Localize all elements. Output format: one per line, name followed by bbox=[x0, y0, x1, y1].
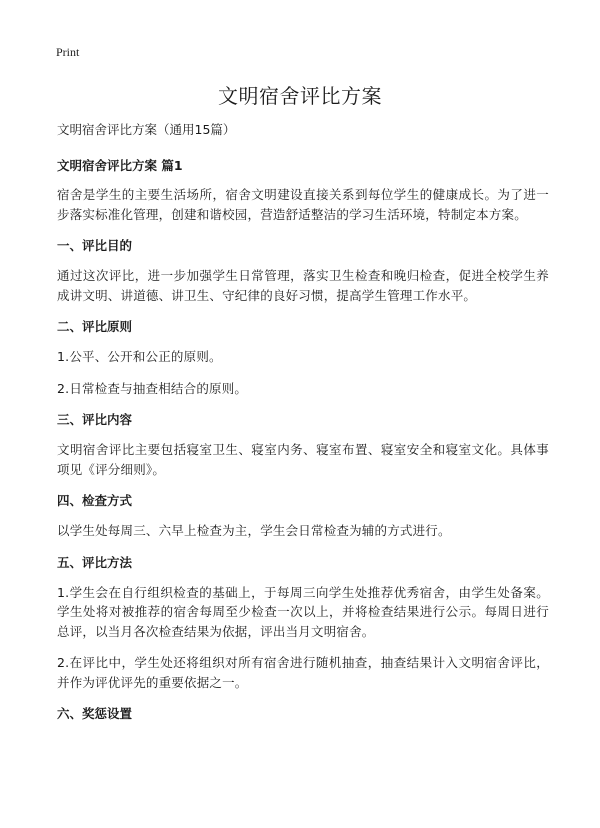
document-body bbox=[57, 120, 549, 734]
section-heading-rewards: 六、奖惩设置 bbox=[57, 706, 133, 721]
document-title: 文明宿舍评比方案 bbox=[218, 84, 382, 108]
section-paragraph: 1.公平、公开和公正的原则。 bbox=[57, 349, 222, 364]
section-heading-content: 三、评比内容 bbox=[57, 412, 133, 427]
print-link[interactable]: Print bbox=[56, 45, 80, 59]
document-subtitle: 文明宿舍评比方案（通用15篇） bbox=[57, 122, 236, 137]
section-paragraph: 通过这次评比，进一步加强学生日常管理，落实卫生检查和晚归检查，促进全校学生养成讲文明、讲道德、讲卫生、守纪律的良好习惯，提高学生管理工作水平。 bbox=[57, 268, 549, 303]
section-paragraph: 文明宿舍评比主要包括寝室卫生、寝室内务、寝室布置、寝室安全和寝室文化。具体事项见《评分细则》。 bbox=[57, 442, 549, 477]
section-paragraph: 1.学生会在自行组织检查的基础上，于每周三向学生处推荐优秀宿舍，由学生处备案。学生处将对被推荐的宿舍每周至少检查一次以上，并将检查结果进行公示。每周日进行总评，以当月各次检查结果为依据，评出当月文明宿舍。 bbox=[57, 584, 549, 639]
section-heading-method: 五、评比方法 bbox=[57, 554, 133, 570]
section-paragraph: 以学生处每周三、六早上检查为主，学生会日常检查为辅的方式进行。 bbox=[57, 523, 451, 538]
section-paragraph: 2.日常检查与抽查相结合的原则。 bbox=[57, 380, 248, 396]
section-heading-principles: 二、评比原则 bbox=[57, 319, 133, 334]
chapter-title: 文明宿舍评比方案 篇1 bbox=[57, 158, 183, 173]
section-paragraph: 2.在评比中，学生处还将组织对所有宿舍进行随机抽查，抽查结果计入文明宿舍评比，并作为评优评先的重要依据之一。 bbox=[57, 655, 549, 690]
section-heading-purpose: 一、评比目的 bbox=[57, 238, 133, 253]
intro-paragraph: 宿舍是学生的主要生活场所，宿舍文明建设直接关系到每位学生的健康成长。为了进一步落实标准化管理，创建和谐校园，营造舒适整洁的学习生活环境，特制定本方案。 bbox=[57, 187, 549, 222]
section-heading-inspection: 四、检查方式 bbox=[57, 493, 133, 508]
